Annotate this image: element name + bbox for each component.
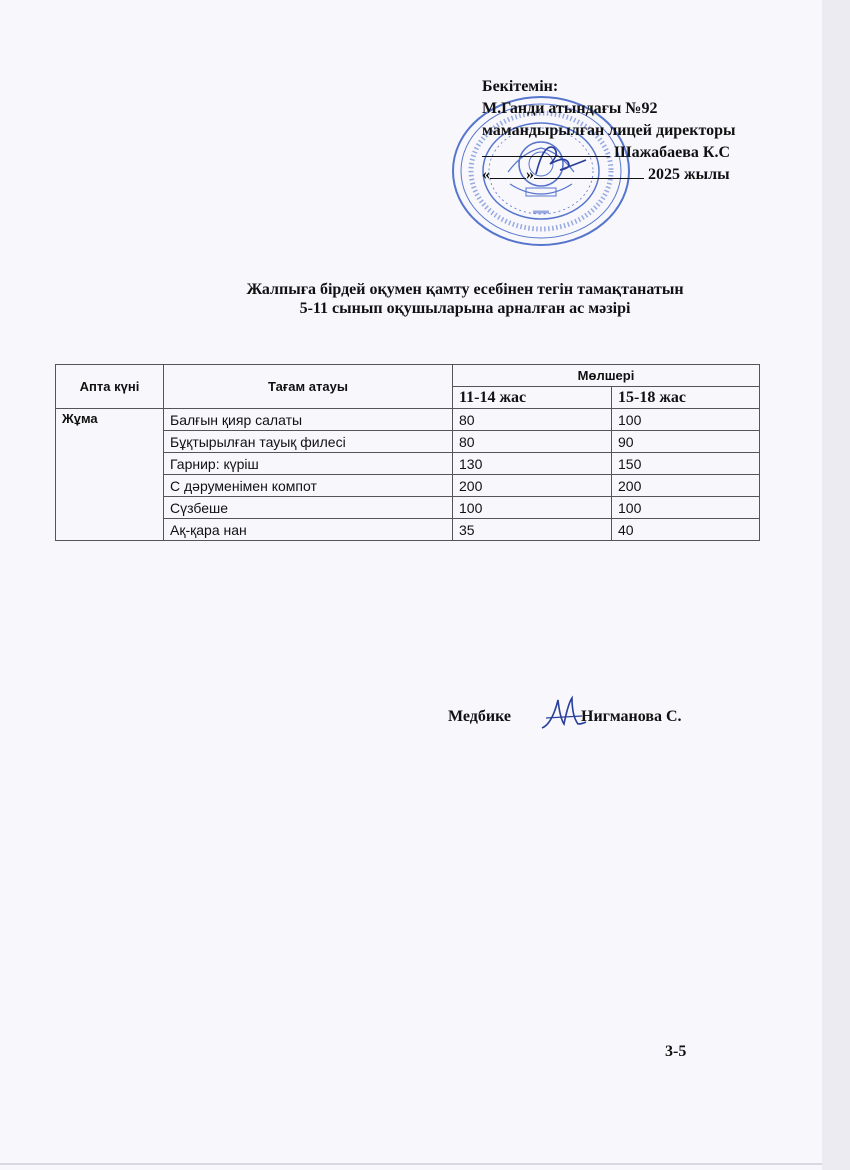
- header-dish: Тағам атауы: [164, 365, 453, 409]
- page-number: 3-5: [665, 1043, 687, 1060]
- header-day: Апта күні: [56, 365, 164, 409]
- approval-heading: Бекітемін:: [482, 78, 559, 95]
- amount-11-14-cell: 80: [453, 409, 612, 431]
- approval-year: 2025 жылы: [648, 166, 730, 183]
- document-title-line1: Жалпыға бірдей оқумен қамту есебінен тегін тамақтанатын: [246, 281, 684, 298]
- nurse-name: Нигманова С.: [581, 708, 682, 725]
- table-header-row: [56, 365, 760, 387]
- amount-15-18-cell: 100: [612, 497, 760, 519]
- dish-cell: Ақ-қара нан: [164, 519, 453, 541]
- amount-15-18-cell: 40: [612, 519, 760, 541]
- header-age-15-18: 15-18 жас: [612, 387, 760, 409]
- dish-cell: Гарнир: күріш: [164, 453, 453, 475]
- amount-11-14-cell: 100: [453, 497, 612, 519]
- approval-director-line: [482, 142, 736, 164]
- approval-date-line: « » 2025 жылы: [482, 166, 730, 183]
- page-edge: [822, 0, 850, 1170]
- amount-11-14-cell: 130: [453, 453, 612, 475]
- approval-school: М.Ганди атындағы №92: [482, 100, 658, 117]
- dish-cell: Бұқтырылған тауық филесі: [164, 431, 453, 453]
- nurse-signature-line: [448, 708, 682, 726]
- amount-15-18-cell: 200: [612, 475, 760, 497]
- amount-15-18-cell: 90: [612, 431, 760, 453]
- approval-director-name: Шажабаева К.С: [614, 144, 731, 161]
- bottom-edge: [0, 1163, 822, 1165]
- amount-11-14-cell: 200: [453, 475, 612, 497]
- approval-block: [482, 76, 736, 186]
- dish-cell: Балғын қияр салаты: [164, 409, 453, 431]
- day-cell: Жұма: [56, 409, 164, 541]
- table-row: [56, 409, 760, 431]
- menu-table: [55, 364, 760, 541]
- approval-position: мамандырылған лицей директоры: [482, 122, 736, 139]
- amount-15-18-cell: 100: [612, 409, 760, 431]
- dish-cell: С дәруменімен компот: [164, 475, 453, 497]
- header-age-11-14: 11-14 жас: [453, 387, 612, 409]
- document-title-line2: 5-11 сынып оқушыларына арналған ас мәзірі: [299, 300, 631, 317]
- amount-11-14-cell: 35: [453, 519, 612, 541]
- header-amount: Мөлшері: [453, 365, 760, 387]
- nurse-role: Медбике: [448, 708, 512, 725]
- amount-15-18-cell: 150: [612, 453, 760, 475]
- dish-cell: Сүзбеше: [164, 497, 453, 519]
- amount-11-14-cell: 80: [453, 431, 612, 453]
